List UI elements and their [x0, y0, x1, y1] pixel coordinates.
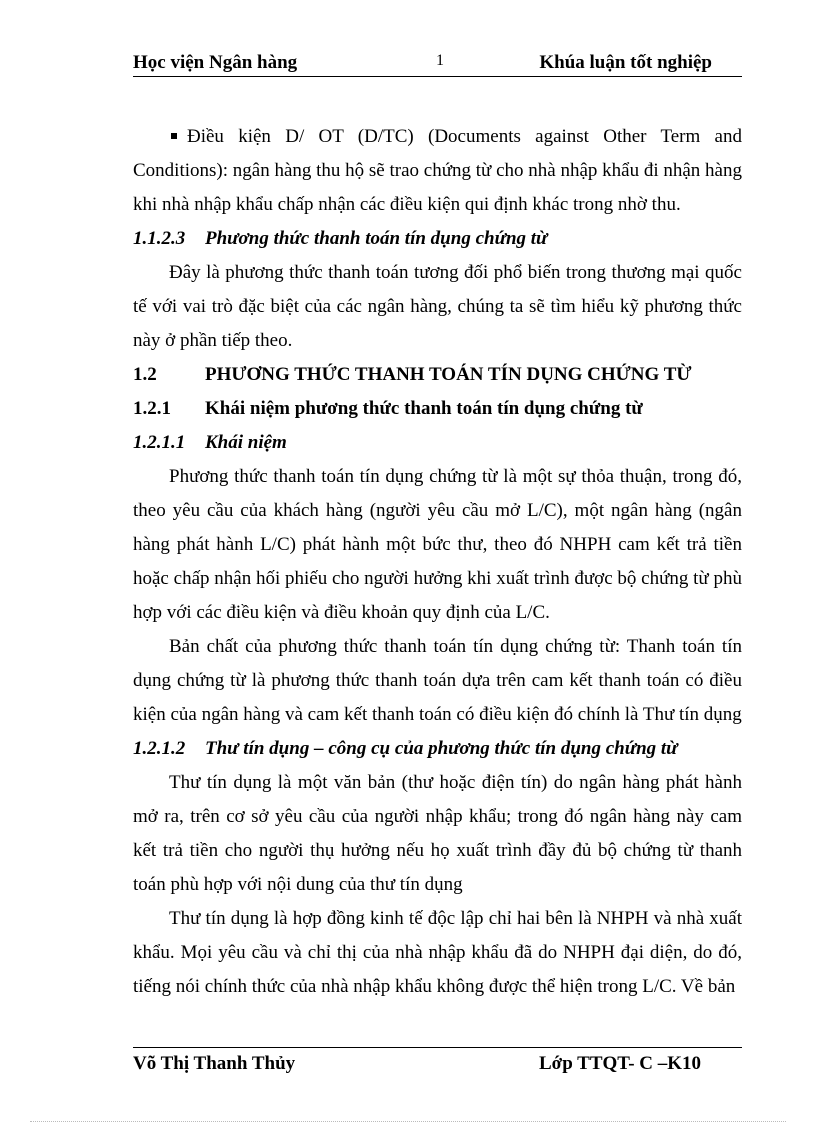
bullet-paragraph: Điều kiện D/ OT (D/TC) (Documents against Other Term and Conditions): ngân hàng thu hộ sẽ trao chứng từ cho nhà nhập khẩu đi nhận hàng khi nhà nhập khẩu chấp nhận các điều kiện qui định khác trong nhờ thu.	[133, 126, 742, 215]
page-number: 1	[436, 52, 444, 69]
heading-1-2-1: 1.2.1 Khái niệm phương thức thanh toán tín dụng chứng từ	[133, 398, 643, 419]
paragraph: Bản chất của phương thức thanh toán tín dụng chứng từ: Thanh toán tín dụng chứng từ là phương thức thanh toán dựa trên cam kết thanh toán có điều kiện của ngân hàng và cam kết thanh toán có điều kiện đó chính là Thư tín dụng	[133, 636, 742, 725]
heading-1-2-1-2: 1.2.1.2 Thư tín dụng – công cụ của phương thức tín dụng chứng từ	[133, 738, 678, 759]
document-body	[133, 120, 742, 1004]
footer-class: Lớp TTQT- C –K10	[539, 1053, 702, 1074]
page-edge-divider	[30, 1121, 786, 1122]
paragraph: Phương thức thanh toán tín dụng chứng từ là một sự thỏa thuận, trong đó, theo yêu cầu của khách hàng (người yêu cầu mở L/C), một ngân hàng (ngân hàng phát hành L/C) phát hành một bức thư, theo đó NHPH cam kết trả tiền hoặc chấp nhận hối phiếu cho người hưởng khi xuất trình được bộ chứng từ phù hợp với các điều kiện và điều khoản quy định của L/C.	[133, 466, 742, 623]
page-header	[133, 52, 742, 77]
paragraph: Thư tín dụng là hợp đồng kinh tế độc lập chỉ hai bên là NHPH và nhà xuất khẩu. Mọi yêu cầu và chỉ thị của nhà nhập khẩu đã do NHPH đại diện, do đó, tiếng nói chính thức của nhà nhập khẩu không được thể hiện trong L/C. Về bản	[133, 908, 742, 997]
heading-1-2-1-1: 1.2.1.1 Khái niệm	[133, 432, 287, 453]
footer-author: Võ Thị Thanh Thủy	[133, 1053, 296, 1074]
square-bullet-icon	[171, 133, 177, 139]
paragraph: Đây là phương thức thanh toán tương đối phổ biến trong thương mại quốc tế với vai trò đặc biệt của các ngân hàng, chúng ta sẽ tìm hiểu kỹ phương thức này ở phần tiếp theo.	[133, 262, 742, 351]
header-institution: Học viện Ngân hàng	[133, 52, 298, 73]
header-document-type: Khúa luận tốt nghiệp	[539, 52, 712, 73]
heading-1-2: 1.2 PHƯƠNG THỨC THANH TOÁN TÍN DỤNG CHỨNG TỪ	[133, 364, 692, 385]
page-footer	[133, 1047, 742, 1078]
heading-1-1-2-3: 1.1.2.3 Phương thức thanh toán tín dụng chứng từ	[133, 228, 548, 249]
paragraph: Thư tín dụng là một văn bản (thư hoặc điện tín) do ngân hàng phát hành mở ra, trên cơ sở yêu cầu của người nhập khẩu; trong đó ngân hàng này cam kết trả tiền cho người thụ hưởng nếu họ xuất trình đầy đủ bộ chứng từ thanh toán phù hợp với nội dung của thư tín dụng	[133, 772, 742, 895]
